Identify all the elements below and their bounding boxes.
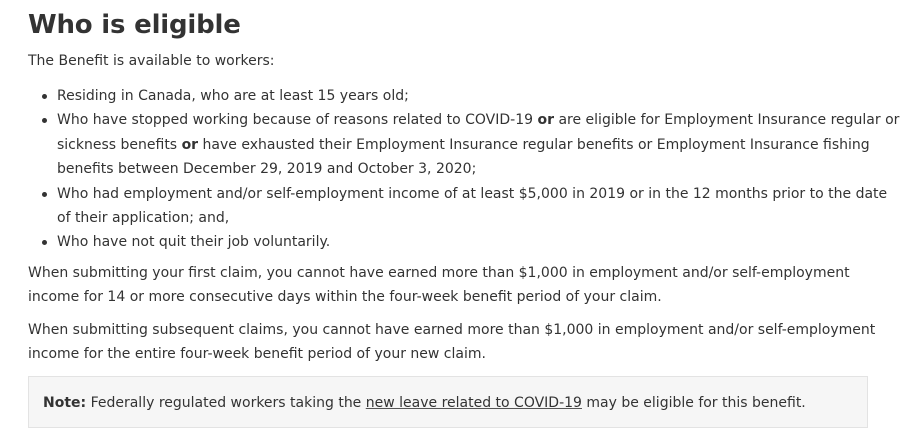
criteria-item-text: Who had employment and/or self-employment income of at least $5,000 in 2019 or in the 12 months prior to the date of their application; and, [57,185,888,227]
criteria-item-text: Who have stopped working because of reasons related to COVID-19 [57,112,538,129]
note-text: Federally regulated workers taking the [86,395,366,411]
criteria-item-not-quit [57,230,900,254]
note-text: may be eligible for this benefit. [581,395,806,411]
criteria-item-income [57,182,900,231]
emphasis-or: or [181,136,199,153]
note-box [28,376,868,428]
criteria-item-text: are eligible for Employment Insurance regular or sickness benefits [57,112,900,153]
note-label: Note: [43,395,87,411]
emphasis-or: or [537,112,555,129]
criteria-item-residence [57,84,900,108]
subsequent-claims-paragraph: When submitting subsequent claims, you cannot have earned more than $1,000 in employment and/or self-employment income for the entire four-week benefit period of your new claim. [28,322,876,363]
eligibility-criteria-list [28,84,900,255]
criteria-item-text: Residing in Canada, who are at least 15 years old; [57,88,409,104]
section-heading: Who is eligible [28,10,241,40]
criteria-item-stopped-working [57,108,900,181]
covid-leave-link[interactable]: new leave related to COVID-19 [365,395,582,411]
first-claim-paragraph: When submitting your first claim, you cannot have earned more than $1,000 in employment and/or self-employment income for 14 or more consecutive days within the four-week benefit period of your claim. [28,265,850,306]
criteria-item-text: have exhausted their Employment Insurance regular benefits or Employment Insurance fishing benefits between December 29, 2019 and October 3, 2020; [57,136,870,178]
intro-text: The Benefit is available to workers: [28,53,275,69]
criteria-item-text: Who have not quit their job voluntarily. [57,234,331,251]
